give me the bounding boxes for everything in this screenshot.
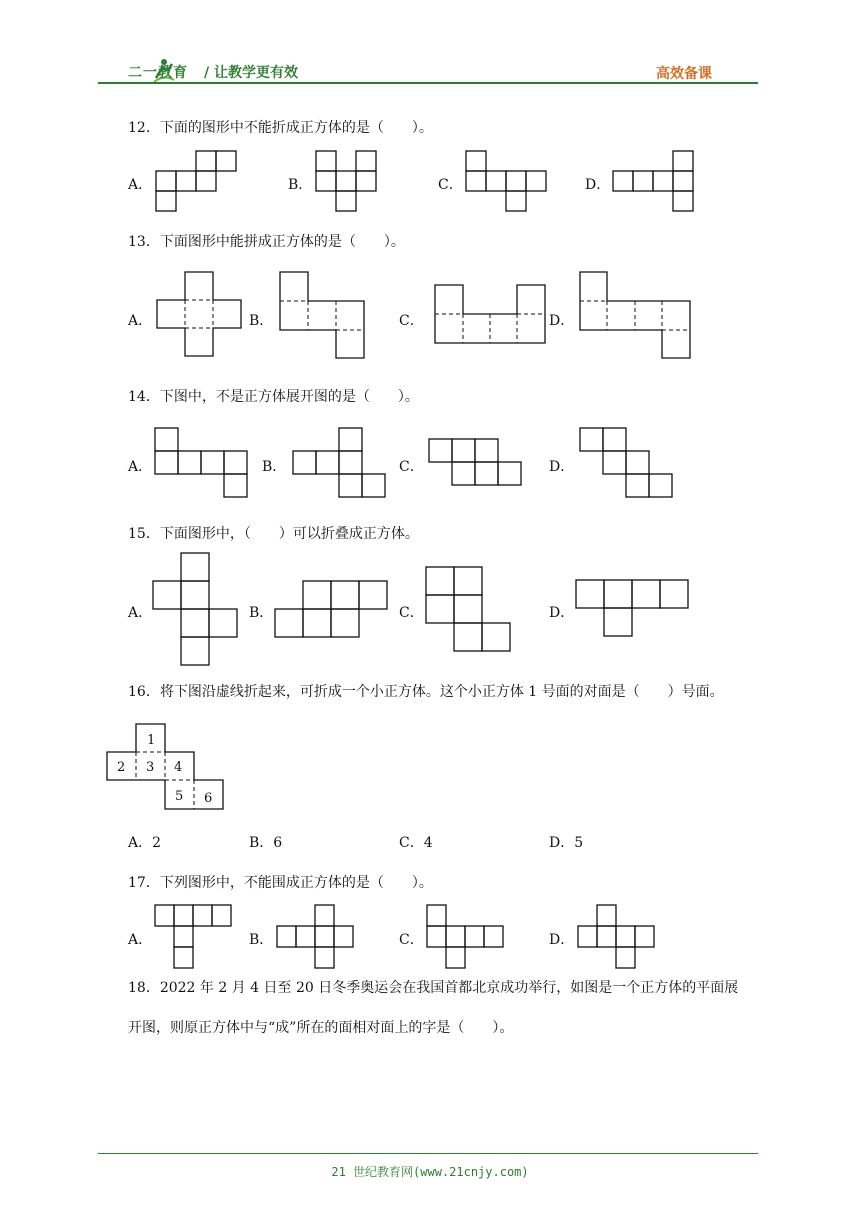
q15-option-c[interactable]: C． — [399, 605, 424, 621]
q13-figure-d — [580, 272, 690, 358]
q14-option-b[interactable]: B． — [262, 459, 287, 475]
question-12: 12．下面的图形中不能折成正方体的是（ ）。 — [128, 120, 433, 136]
q15-figure-a — [153, 553, 239, 667]
q15-figure-c — [426, 567, 512, 653]
q13-figure-c — [435, 285, 545, 343]
q16-option-d[interactable]: D．5 — [549, 835, 584, 851]
q12-option-d[interactable]: D． — [585, 177, 611, 193]
footer-text: 21 世纪教育网(www.21cnjy.com) — [331, 1165, 529, 1179]
q12-option-c[interactable]: C． — [438, 177, 463, 193]
question-15: 15．下面图形中，（ ）可以折叠成正方体。 — [128, 526, 419, 542]
q12-figure-d — [613, 151, 695, 213]
question-13: 13．下面图形中能拼成正方体的是（ ）。 — [128, 234, 405, 250]
q17-figure-b — [277, 905, 355, 969]
question-18-line-1: 18．2022 年 2 月 4 日至 20 日冬季奥运会在我国首都北京成功举行，如图是一个正方体的平面展 — [128, 980, 739, 996]
q12-option-b[interactable]: B． — [288, 177, 313, 193]
question-18-line-2: 开图，则原正方体中与“成”所在的面相对面上的字是（ ）。 — [128, 1020, 514, 1036]
q12-figure-a — [156, 151, 238, 213]
face-label-3: 3 — [146, 760, 155, 775]
face-label-4: 4 — [174, 760, 183, 775]
footer-divider — [98, 1153, 758, 1154]
question-16: 16．将下图沿虚线折起来，可折成一个小正方体。这个小正方体 1 号面的对面是（ ）号面。 — [128, 684, 724, 700]
q14-option-a[interactable]: A． — [128, 459, 153, 475]
q15-option-d[interactable]: D． — [549, 605, 575, 621]
question-14: 14．下图中，不是正方体展开图的是（ ）。 — [128, 389, 419, 405]
q17-figure-a — [155, 905, 233, 969]
q17-figure-d — [578, 905, 656, 969]
q15-option-b[interactable]: B． — [249, 605, 274, 621]
header-slogan: / 让教学更有效 — [204, 65, 298, 81]
q15-figure-b — [275, 581, 389, 639]
q14-figure-a — [155, 428, 249, 498]
q16-net-figure — [107, 724, 225, 812]
q12-option-a[interactable]: A． — [128, 177, 153, 193]
header-divider — [98, 82, 758, 84]
logo-text: 二一教育 — [128, 65, 188, 81]
q13-option-b[interactable]: B． — [249, 313, 274, 329]
q17-figure-c — [427, 905, 505, 969]
face-label-2: 2 — [117, 760, 126, 775]
q13-option-d[interactable]: D． — [549, 313, 575, 329]
q17-option-d[interactable]: D． — [549, 932, 575, 948]
q15-figure-d — [576, 580, 690, 638]
face-label-5: 5 — [175, 789, 184, 804]
q14-option-c[interactable]: C． — [399, 459, 424, 475]
q14-figure-d — [580, 428, 674, 498]
q16-option-a[interactable]: A．2 — [128, 835, 162, 851]
q13-option-a[interactable]: A． — [128, 313, 153, 329]
q12-figure-c — [466, 151, 548, 213]
q14-figure-c — [429, 439, 523, 487]
q14-option-d[interactable]: D． — [549, 459, 575, 475]
q17-option-a[interactable]: A． — [128, 932, 153, 948]
face-label-1: 1 — [147, 733, 156, 748]
q17-option-b[interactable]: B． — [249, 932, 274, 948]
face-label-6: 6 — [204, 791, 213, 806]
q13-figure-b — [280, 272, 364, 358]
q16-option-b[interactable]: B．6 — [249, 835, 283, 851]
q17-option-c[interactable]: C． — [399, 932, 424, 948]
q16-option-c[interactable]: C．4 — [399, 835, 433, 851]
question-17: 17．下列图形中，不能围成正方体的是（ ）。 — [128, 875, 433, 891]
header-right-label: 高效备课 — [656, 66, 712, 82]
q12-figure-b — [316, 151, 378, 213]
q13-option-c[interactable]: C． — [399, 313, 424, 329]
q14-figure-b — [293, 428, 387, 498]
q13-figure-a — [157, 272, 241, 356]
q15-option-a[interactable]: A． — [128, 605, 153, 621]
